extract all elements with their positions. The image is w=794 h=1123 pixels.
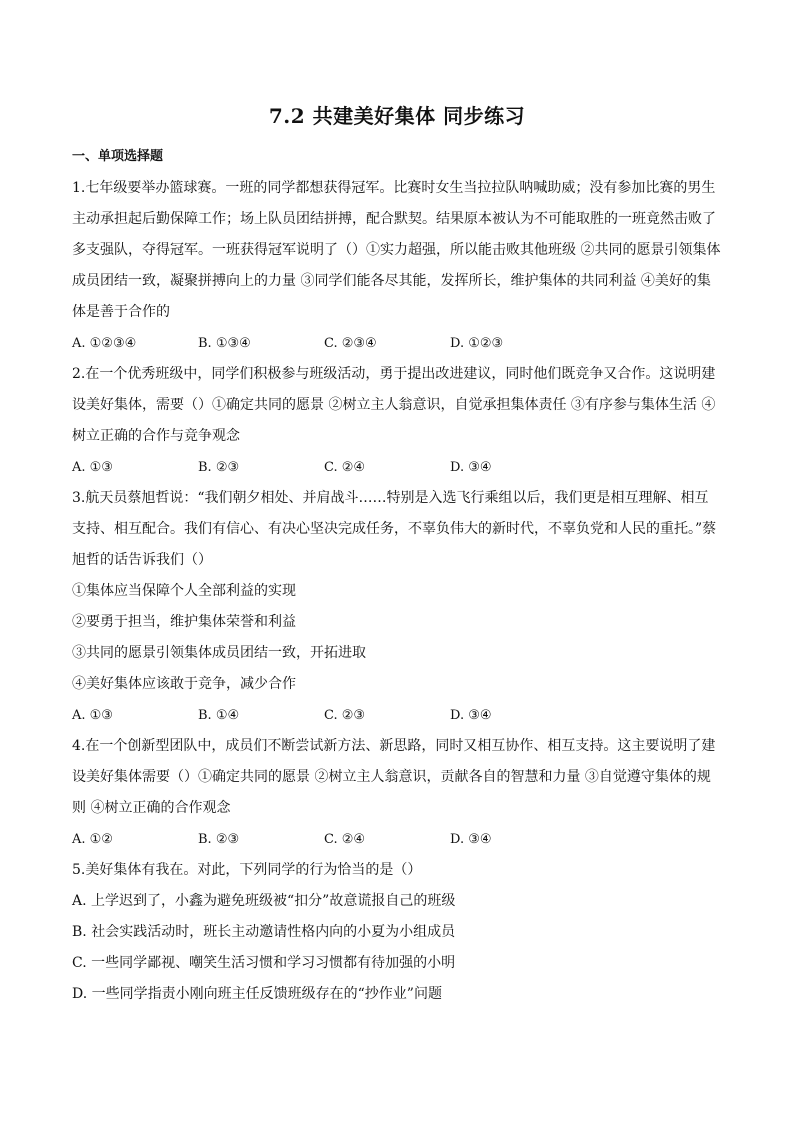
question-3-statement-3: ③共同的愿景引领集体成员团结一致，开拓进取 <box>72 645 366 661</box>
question-2-option-d: D. ③④ <box>450 460 492 475</box>
question-list <box>72 173 722 1010</box>
question-5-option-b: B. 社会实践活动时，班长主动邀请性格内向的小夏为小组成员 <box>72 924 456 940</box>
question-4-option-b: B. ②③ <box>198 832 240 847</box>
question-5-option-a: A. 上学迟到了，小鑫为避免班级被“扣分”故意谎报自己的班级 <box>72 893 456 909</box>
question-1-option-d: D. ①②③ <box>450 336 504 351</box>
question-1-stem: 1.七年级要举办篮球赛。一班的同学都想获得冠军。比赛时女生当拉拉队呐喊助威；没有参加比赛的男生主动承担起后勤保障工作；场上队员团结拼搏，配合默契。结果原本被认为不可能取胜的一班竟然击败了多支强队，夺得冠军。一班获得冠军说明了（）①实力超强，所以能击败其他班级 ②共同的愿景引领集体成员团结一致，凝聚拼搏向上的力量 ③同学们能各尽其能，发挥所长，维护集体的共同利益 ④美好的集体是善于合作的 <box>72 180 721 320</box>
question-3-stem: 3.航天员蔡旭哲说：“我们朝夕相处、并肩战斗……特别是入选飞行乘组以后，我们更是相互理解、相互支持、相互配合。我们有信心、有决心坚决完成任务，不辜负伟大的新时代，不辜负党和人民的重托。”蔡旭哲的话告诉我们（） <box>72 490 717 568</box>
question-2-stem: 2.在一个优秀班级中，同学们积极参与班级活动，勇于提出改进建议，同时他们既竞争又合作。这说明建设美好集体，需要（）①确定共同的愿景 ②树立主人翁意识，自觉承担集体责任 ③有序参与集体生活 ④树立正确的合作与竞争观念 <box>72 366 716 444</box>
question-4-option-c: C. ②④ <box>324 832 366 847</box>
question-4-option-a: A. ①② <box>72 832 113 847</box>
question-3-statement-1: ①集体应当保障个人全部利益的实现 <box>72 583 296 599</box>
question-3-options <box>72 700 722 731</box>
question-5-option-c: C. 一些同学鄙视、嘲笑生活习惯和学习习惯都有待加强的小明 <box>72 955 456 971</box>
question-3-option-d: D. ③④ <box>450 708 492 723</box>
question-5-stem: 5.美好集体有我在。对此，下列同学的行为恰当的是（） <box>72 862 422 878</box>
section-heading: 一、单项选择题 <box>72 149 164 164</box>
question-5-option-d: D. 一些同学指责小刚向班主任反馈班级存在的“抄作业”问题 <box>72 986 442 1002</box>
question-3-option-b: B. ①④ <box>198 708 240 723</box>
question-2-option-a: A. ①③ <box>72 460 113 475</box>
question-1-option-c: C. ②③④ <box>324 336 377 351</box>
question-1-option-b: B. ①③④ <box>198 336 251 351</box>
page-title: 7.2 共建美好集体 同步练习 <box>268 104 526 128</box>
question-3-statement-2: ②要勇于担当，维护集体荣誉和利益 <box>72 614 296 630</box>
question-3-option-a: A. ①③ <box>72 708 113 723</box>
question-4-options <box>72 824 722 855</box>
question-3-statement-4: ④美好集体应该敢于竞争，减少合作 <box>72 676 296 692</box>
question-2-options <box>72 452 722 483</box>
question-2-option-b: B. ②③ <box>198 460 240 475</box>
question-4-option-d: D. ③④ <box>450 832 492 847</box>
question-1-options <box>72 328 722 359</box>
question-2-option-c: C. ②④ <box>324 460 366 475</box>
question-3-option-c: C. ②③ <box>324 708 366 723</box>
question-1-option-a: A. ①②③④ <box>72 336 137 351</box>
question-4-stem: 4.在一个创新型团队中，成员们不断尝试新方法、新思路，同时又相互协作、相互支持。这主要说明了建设美好集体需要（）①确定共同的愿景 ②树立主人翁意识，贡献各自的智慧和力量 ③自觉遵守集体的规则 ④树立正确的合作观念 <box>72 738 716 816</box>
